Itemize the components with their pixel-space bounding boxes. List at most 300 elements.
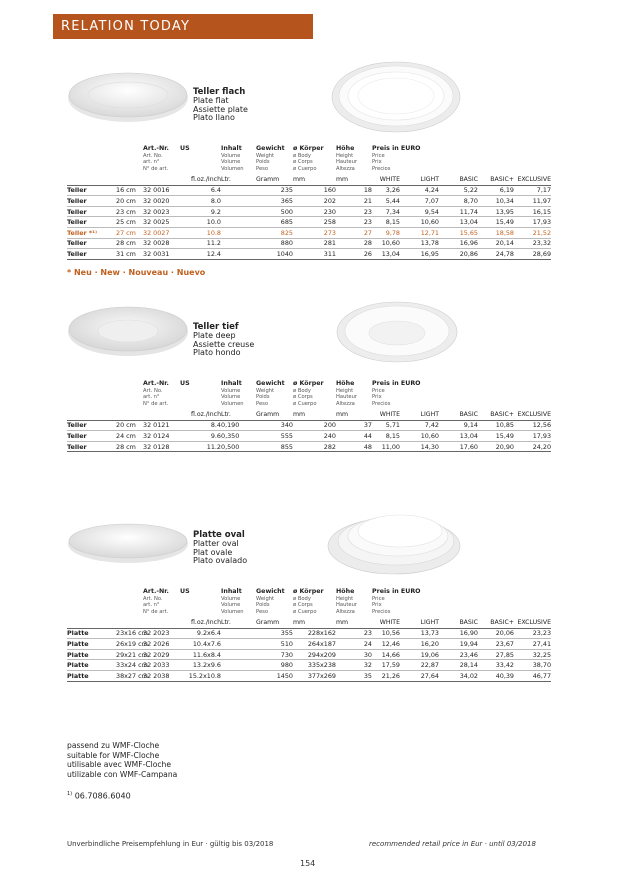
- header-hoehe: [336, 589, 372, 618]
- header-koerper-line: ø Cuerpo: [293, 608, 317, 615]
- table-cell: 38,70: [514, 660, 551, 671]
- table-cell: 21,52: [514, 227, 551, 238]
- table-cell: 32,25: [514, 649, 551, 660]
- table-cell: 23: [336, 217, 372, 228]
- table-cell: 37: [336, 420, 372, 431]
- table-cell: 23 cm: [116, 206, 143, 217]
- header-art-line: art. n°: [143, 394, 160, 400]
- table-cell: 500: [256, 206, 293, 217]
- table-cell: 10.4x7.6: [180, 639, 221, 650]
- table-cell: 510: [256, 639, 293, 650]
- table-cell: 11.6x8.4: [180, 649, 221, 660]
- header-koerper: [293, 589, 336, 618]
- table-cell: 8,15: [372, 217, 400, 228]
- table-cell: 34,02: [439, 670, 478, 681]
- header-art-line: Art.-Nr.: [143, 588, 169, 595]
- table-cell: 685: [256, 217, 293, 228]
- table-cell: 240: [293, 431, 336, 442]
- table-cell: 10,56: [372, 628, 400, 639]
- table-cell: 23x16 cm: [116, 629, 148, 638]
- table-cell: 258: [293, 217, 336, 228]
- table-cell: 6,19: [478, 185, 514, 196]
- table-cell: 11.2: [180, 238, 221, 249]
- table-cell: 365: [256, 196, 293, 207]
- table-cell: 9.2: [180, 206, 221, 217]
- table-cell: 10.8: [180, 227, 221, 238]
- table-cell: 5,22: [439, 185, 478, 196]
- table-cell: 26x19 cm: [116, 639, 148, 648]
- header-koerper: [293, 381, 336, 410]
- cloche-de: passend zu WMF-Cloche: [67, 741, 160, 750]
- table-cell: 6.4: [180, 185, 221, 196]
- unit-cell: BASIC+: [478, 175, 514, 185]
- table-cell: [221, 639, 256, 650]
- unit-cell: mm: [336, 410, 372, 420]
- footer-left: Unverbindliche Preisempfehlung in Eur · gültig bis 03/2018: [67, 840, 274, 848]
- unit-cell: LIGHT: [400, 410, 439, 420]
- subtitle-fr: Plat ovale: [193, 547, 233, 557]
- header-hoehe-line: Altezza: [336, 400, 355, 407]
- table-cell: 23,23: [514, 628, 551, 639]
- table-row: [67, 196, 551, 207]
- header-preis-line: Precios: [372, 165, 391, 172]
- header-art-line: N° de art.: [143, 608, 169, 615]
- table-cell: 9,14: [439, 420, 478, 431]
- header-hoehe: [336, 381, 372, 410]
- header-us-label: US: [180, 145, 190, 152]
- table-cell: 14,66: [372, 649, 400, 660]
- table-cell: 16,90: [439, 628, 478, 639]
- table-cell: [221, 227, 256, 238]
- table-cell: 10,60: [400, 217, 439, 228]
- header-art-line: Art. No.: [143, 595, 163, 602]
- table-cell: 27: [336, 227, 372, 238]
- header-gewicht-line: Peso: [256, 608, 269, 615]
- footnote-mark: 1): [67, 791, 73, 797]
- table-cell: 40,39: [478, 670, 514, 681]
- table-cell: 11.2: [180, 441, 221, 452]
- table-cell: [221, 196, 256, 207]
- table-cell: 13,73: [400, 628, 439, 639]
- table-cell: 294x209: [293, 649, 336, 660]
- table-cell: 12,46: [372, 639, 400, 650]
- header-koerper-line: ø Body: [293, 595, 311, 602]
- unit-cell: mm: [336, 175, 372, 185]
- table-cell: 30: [336, 649, 372, 660]
- table-cell: 228x162: [293, 628, 336, 639]
- header-preis-line: Preis in EURO: [372, 380, 421, 387]
- header-koerper-line: ø Corps: [293, 602, 313, 608]
- subtitle-es: Plato llano: [193, 113, 235, 123]
- table-row: [67, 420, 551, 431]
- cloche-en: suitable for WMF-Cloche: [67, 750, 160, 760]
- table-cell: 11,74: [439, 206, 478, 217]
- section-title: Platte oval: [193, 530, 245, 540]
- table-cell: 32 0016: [143, 185, 180, 196]
- table-cell: 27,64: [400, 670, 439, 681]
- table-cell: 33,42: [478, 660, 514, 671]
- table-cell: 32 0124: [143, 431, 180, 442]
- table-cell: 28: [336, 238, 372, 249]
- table-cell: 22,87: [400, 660, 439, 671]
- table-cell: 32 0023: [143, 206, 180, 217]
- table-cell: 0,500: [221, 441, 256, 452]
- table-cell: 15.2x10.8: [180, 670, 221, 681]
- header-empty: [116, 589, 143, 618]
- banner-title: RELATION TODAY: [61, 19, 191, 34]
- table-cell: 273: [293, 227, 336, 238]
- table-cell: 32 0028: [143, 238, 180, 249]
- header-inhalt-line: Volumen: [221, 165, 244, 172]
- table-cell: 32 0128: [143, 441, 180, 452]
- table-cell: 14,30: [400, 441, 439, 452]
- header-koerper-line: ø Körper: [293, 588, 324, 595]
- table-cell: 311: [293, 249, 336, 260]
- header-gewicht-line: Weight: [256, 152, 275, 159]
- table-cell: 7,07: [400, 196, 439, 207]
- table-cell: 235: [256, 185, 293, 196]
- table-cell: 26: [336, 249, 372, 260]
- unit-cell: [116, 618, 143, 628]
- table-cell: 10.0: [180, 217, 221, 228]
- table-cell: 335x238: [293, 660, 336, 671]
- header-us: [180, 589, 221, 618]
- table-cell: 9,78: [372, 227, 400, 238]
- cloche-es: utilizable con WMF-Campana: [67, 769, 178, 779]
- header-art-line: Art. No.: [143, 387, 163, 394]
- table-cell: 4,24: [400, 185, 439, 196]
- table-cell: 32 2023: [143, 628, 180, 639]
- table-cell: 377x269: [293, 670, 336, 681]
- header-hoehe-line: Height: [336, 152, 354, 159]
- header-banner: [53, 14, 313, 39]
- table-cell: 16,95: [400, 249, 439, 260]
- spec-table-oval: [67, 589, 551, 682]
- header-gewicht-line: Peso: [256, 165, 269, 172]
- table-cell: 24,78: [478, 249, 514, 260]
- table-cell: 0,190: [221, 420, 256, 431]
- table-cell: [221, 206, 256, 217]
- table-cell: 200: [293, 420, 336, 431]
- table-cell: 24: [336, 639, 372, 650]
- table-cell: 25 cm: [116, 217, 143, 228]
- table-cell: 9,54: [400, 206, 439, 217]
- table-cell: 17,59: [372, 660, 400, 671]
- header-gewicht-line: Weight: [256, 387, 275, 394]
- table-cell: 27 cm: [116, 227, 143, 238]
- flat-plate-top-image: [330, 58, 462, 133]
- header-gewicht-line: Peso: [256, 400, 269, 407]
- table-row: [67, 670, 551, 681]
- header-preis: [372, 381, 551, 410]
- table-cell: Teller: [67, 185, 116, 196]
- header-gewicht-line: Poids: [256, 602, 270, 608]
- header-hoehe-line: Höhe: [336, 145, 355, 152]
- table-cell: 555: [256, 431, 293, 442]
- unit-cell: Ltr.: [221, 175, 256, 185]
- table-cell: 23: [336, 628, 372, 639]
- table-cell: 32: [336, 660, 372, 671]
- unit-cell: [67, 175, 116, 185]
- table-cell: 12.4: [180, 249, 221, 260]
- table-cell: 29x21 cm: [116, 650, 148, 659]
- header-koerper-line: ø Body: [293, 387, 311, 394]
- header-inhalt-line: Inhalt: [221, 588, 242, 595]
- subtitle-en: Plate flat: [193, 96, 229, 106]
- header-preis: [372, 146, 551, 175]
- header-inhalt-line: Volume: [221, 387, 241, 394]
- header-gewicht-line: Poids: [256, 159, 270, 165]
- unit-cell: LIGHT: [400, 618, 439, 628]
- table-cell: 15,49: [478, 217, 514, 228]
- table-cell: 13,78: [400, 238, 439, 249]
- header-hoehe-line: Hauteur: [336, 602, 358, 608]
- unit-cell: mm: [293, 175, 336, 185]
- header-koerper-line: ø Body: [293, 152, 311, 159]
- unit-cell: [143, 175, 180, 185]
- table-cell: 16,15: [514, 206, 551, 217]
- unit-cell: mm: [293, 410, 336, 420]
- unit-cell: WHITE: [372, 618, 400, 628]
- header-inhalt-line: Volume: [221, 152, 241, 159]
- spec-table-deep: [67, 381, 551, 452]
- subtitle-es: Plato ovalado: [193, 556, 248, 566]
- header-gewicht-line: Gewicht: [256, 588, 285, 595]
- table-cell: 10,60: [372, 238, 400, 249]
- header-preis-line: Preis in EURO: [372, 588, 421, 595]
- table-cell: 230: [293, 206, 336, 217]
- unit-cell: BASIC: [439, 618, 478, 628]
- table-cell: 10,34: [478, 196, 514, 207]
- section-title: Teller flach: [193, 87, 246, 97]
- table-cell: 32 2038: [143, 670, 180, 681]
- table-cell: Platte: [67, 660, 116, 671]
- header-hoehe: [336, 146, 372, 175]
- unit-cell: Gramm: [256, 175, 293, 185]
- header-inhalt-line: Inhalt: [221, 145, 242, 152]
- table-cell: 10,85: [478, 420, 514, 431]
- header-koerper-line: ø Corps: [293, 159, 313, 165]
- header-art: [143, 146, 180, 175]
- oval-platter-side-image: [66, 519, 190, 565]
- table-cell: 9.2x6.4: [180, 628, 221, 639]
- table-cell: Teller: [67, 217, 116, 228]
- table-cell: 0,350: [221, 431, 256, 442]
- table-cell: 15,49: [478, 431, 514, 442]
- table-cell: 13,04: [439, 217, 478, 228]
- header-inhalt-line: Volume: [221, 595, 241, 602]
- unit-cell: BASIC: [439, 410, 478, 420]
- header-koerper-line: ø Cuerpo: [293, 400, 317, 407]
- section-title-block: [193, 323, 254, 358]
- table-cell: 20 cm: [116, 196, 143, 207]
- table-cell: 33x24 cm: [116, 661, 148, 670]
- unit-cell: mm: [336, 618, 372, 628]
- table-cell: 32 0031: [143, 249, 180, 260]
- table-cell: 8,15: [372, 431, 400, 442]
- table-cell: Teller: [67, 420, 116, 431]
- subtitle-es: Plato hondo: [193, 348, 241, 358]
- oval-platter-stack-image: [326, 508, 462, 576]
- header-preis: [372, 589, 551, 618]
- header-art-line: Art. No.: [143, 152, 163, 159]
- table-cell: 46,77: [514, 670, 551, 681]
- header-art-line: Art.-Nr.: [143, 380, 169, 387]
- header-art-line: Art.-Nr.: [143, 145, 169, 152]
- subtitle-en: Platter oval: [193, 539, 239, 549]
- table-cell: 5,71: [372, 420, 400, 431]
- table-units-row: [67, 410, 551, 420]
- table-cell: 16,96: [439, 238, 478, 249]
- table-cell: 27,85: [478, 649, 514, 660]
- header-gewicht: [256, 589, 293, 618]
- table-cell: 15,65: [439, 227, 478, 238]
- unit-cell: BASIC+: [478, 618, 514, 628]
- table-cell: 17,93: [514, 217, 551, 228]
- table-cell: 980: [256, 660, 293, 671]
- table-cell: 17,93: [514, 431, 551, 442]
- table-cell: 23: [336, 206, 372, 217]
- unit-cell: fl.oz./Inch: [180, 618, 221, 628]
- table-row: [67, 206, 551, 217]
- table-cell: 20 cm: [116, 420, 143, 431]
- table-cell: [221, 238, 256, 249]
- table-cell: 23,67: [478, 639, 514, 650]
- header-hoehe-line: Altezza: [336, 608, 355, 615]
- table-cell: 19,94: [439, 639, 478, 650]
- header-art-line: N° de art.: [143, 165, 169, 172]
- header-koerper-line: ø Körper: [293, 145, 324, 152]
- table-cell: 32 0020: [143, 196, 180, 207]
- header-art: [143, 589, 180, 618]
- table-row: [67, 431, 551, 442]
- section-title: Teller tief: [193, 322, 239, 332]
- table-cell: 12,56: [514, 420, 551, 431]
- header-hoehe-line: Hauteur: [336, 394, 358, 400]
- header-hoehe-line: Height: [336, 595, 354, 602]
- table-cell: 23,32: [514, 238, 551, 249]
- table-header-row: [67, 589, 551, 618]
- unit-cell: [143, 410, 180, 420]
- table-cell: 282: [293, 441, 336, 452]
- table-cell: 7,34: [372, 206, 400, 217]
- unit-cell: Ltr.: [221, 618, 256, 628]
- table-cell: 264x187: [293, 639, 336, 650]
- table-cell: Teller: [67, 206, 116, 217]
- table-cell: 31 cm: [116, 249, 143, 260]
- table-cell: [221, 660, 256, 671]
- table-cell: 16,20: [400, 639, 439, 650]
- table-cell: Teller: [67, 249, 116, 260]
- table-cell: 20,06: [478, 628, 514, 639]
- table-cell: 27,41: [514, 639, 551, 650]
- table-cell: 44: [336, 431, 372, 442]
- unit-cell: BASIC: [439, 175, 478, 185]
- unit-cell: fl.oz./Inch: [180, 410, 221, 420]
- header-koerper-line: ø Cuerpo: [293, 165, 317, 172]
- table-row: [67, 628, 551, 639]
- table-cell: [221, 670, 256, 681]
- table-cell: 18,58: [478, 227, 514, 238]
- cloche-part-number: [67, 791, 131, 801]
- table-cell: [221, 185, 256, 196]
- unit-cell: Gramm: [256, 618, 293, 628]
- header-art: [143, 381, 180, 410]
- table-row: [67, 227, 551, 238]
- table-cell: 825: [256, 227, 293, 238]
- table-cell: Teller: [67, 441, 116, 452]
- table-cell: 32 0121: [143, 420, 180, 431]
- header-empty: [116, 146, 143, 175]
- table-cell: 20,90: [478, 441, 514, 452]
- header-art-line: art. n°: [143, 602, 160, 608]
- table-cell: 10,60: [400, 431, 439, 442]
- header-empty: [67, 589, 116, 618]
- header-preis-line: Price: [372, 152, 385, 159]
- table-row: [67, 249, 551, 260]
- table-cell: 8.4: [180, 420, 221, 431]
- header-hoehe-line: Höhe: [336, 588, 355, 595]
- section-title-block: [193, 88, 248, 123]
- table-cell: 855: [256, 441, 293, 452]
- subtitle-en: Plate deep: [193, 331, 236, 341]
- table-cell: 5,44: [372, 196, 400, 207]
- footer-right: recommended retail price in Eur · until 03/2018: [369, 840, 536, 848]
- table-cell: 32 2029: [143, 649, 180, 660]
- table-cell: 160: [293, 185, 336, 196]
- table-cell: Platte: [67, 670, 116, 681]
- header-inhalt-line: Inhalt: [221, 380, 242, 387]
- header-inhalt-line: Volume: [221, 394, 241, 400]
- table-row: [67, 185, 551, 196]
- header-us-label: US: [180, 588, 190, 595]
- spec-table-flat: [67, 146, 551, 260]
- table-cell: 28 cm: [116, 238, 143, 249]
- table-cell: 24 cm: [116, 431, 143, 442]
- table-cell: Teller: [67, 238, 116, 249]
- header-gewicht-line: Gewicht: [256, 380, 285, 387]
- unit-cell: Gramm: [256, 410, 293, 420]
- table-cell: 8,70: [439, 196, 478, 207]
- new-note: * Neu · New · Nouveau · Nuevo: [67, 268, 206, 277]
- header-empty: [67, 146, 116, 175]
- cloche-fr: utilisable avec WMF-Cloche: [67, 760, 172, 770]
- table-cell: Platte: [67, 628, 116, 639]
- table-cell: 7,17: [514, 185, 551, 196]
- unit-cell: mm: [293, 618, 336, 628]
- subtitle-fr: Assiette creuse: [193, 339, 255, 349]
- table-cell: 11,00: [372, 441, 400, 452]
- header-gewicht-line: Poids: [256, 394, 270, 400]
- unit-cell: Ltr.: [221, 410, 256, 420]
- header-hoehe-line: Hauteur: [336, 159, 358, 165]
- unit-cell: WHITE: [372, 410, 400, 420]
- table-cell: 35: [336, 670, 372, 681]
- table-cell: 1040: [256, 249, 293, 260]
- table-cell: 1450: [256, 670, 293, 681]
- table-cell: 48: [336, 441, 372, 452]
- table-cell: Teller: [67, 196, 116, 207]
- unit-cell: [67, 618, 116, 628]
- table-cell: 202: [293, 196, 336, 207]
- table-row: [67, 649, 551, 660]
- header-preis-line: Preis in EURO: [372, 145, 421, 152]
- table-cell: 23,46: [439, 649, 478, 660]
- table-row: [67, 441, 551, 452]
- table-units-row: [67, 175, 551, 185]
- unit-cell: [116, 410, 143, 420]
- section-title-block: [193, 531, 247, 566]
